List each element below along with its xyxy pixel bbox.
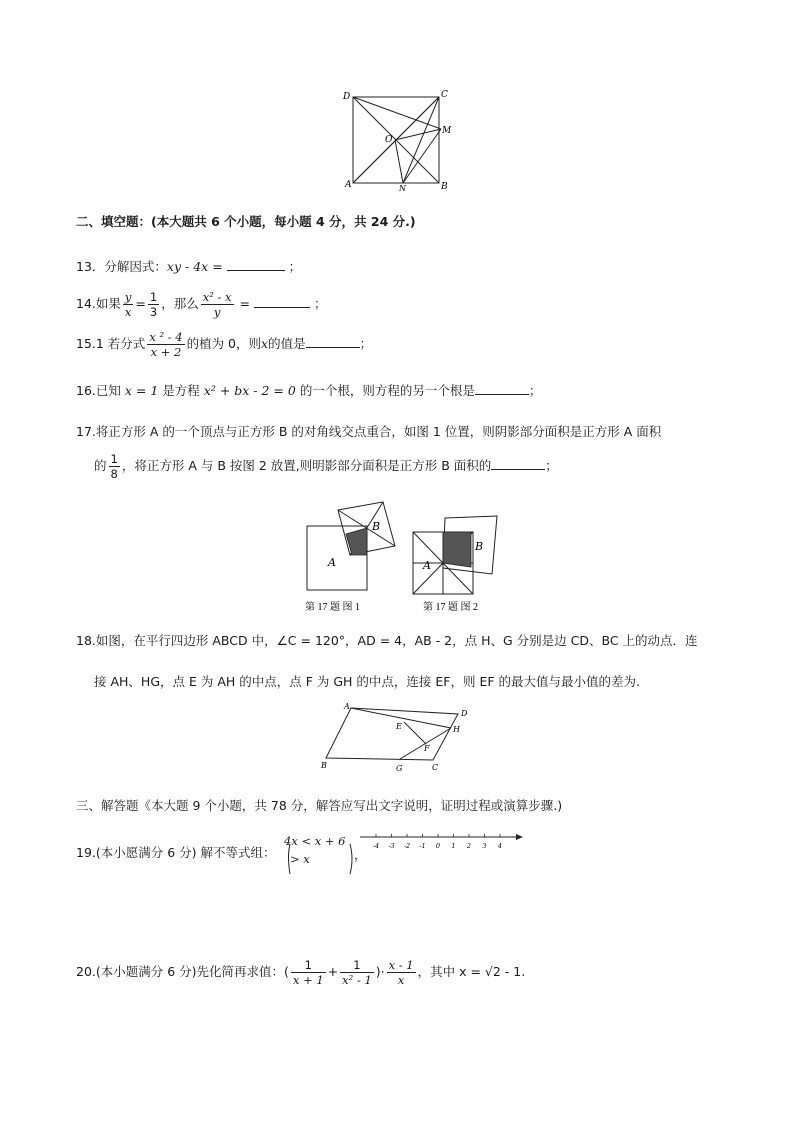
q14-frac-one-third: $\frac{1}{3}$ xyxy=(149,290,158,319)
question-18-line2: 接 AH、HG，点 E 为 AH 的中点，点 F 为 GH 的中点，连接 EF，则 EF 的最大值与最小值的差为. xyxy=(94,674,640,689)
q15-fraction: $\frac{\text{x ² - 4}}{x + 2}$ xyxy=(149,330,183,359)
number-line-tick-label: -4 xyxy=(372,842,380,850)
number-line-tick-label: 3 xyxy=(482,842,487,850)
question-16: 16.已知 x = 1 是方程 x² + bx - 2 = 0 的一个根，则方程的另一个根是 ； xyxy=(76,383,542,398)
question-18-line1: 18.如图，在平行四边形 ABCD 中，∠C = 120°，AD = 4，AB - 2，点 H、G 分别是边 CD、BC 上的动点．连 xyxy=(76,633,698,648)
fig18-label-f: F xyxy=(424,744,430,753)
q17-figure-2 xyxy=(405,512,515,618)
q19-braces xyxy=(284,834,354,878)
number-line-tick-label: -1 xyxy=(419,842,426,850)
label-o: O xyxy=(385,135,393,145)
q19-ineq-2: > x xyxy=(290,852,310,866)
label-c: C xyxy=(441,90,448,100)
number-line-tick-label: -3 xyxy=(388,842,395,850)
figure-square-abcd xyxy=(335,85,460,195)
question-14: 14.如果 $\frac{y}{x}$ = $\frac{1}{3}$ ，那么 $\frac{\text{x² - x}}{y}$ = ； xyxy=(76,290,327,319)
q13-answer-blank[interactable] xyxy=(227,259,285,271)
q13-end: ； xyxy=(288,259,302,274)
q20-frac-3: $\frac{x - 1}{x}$ xyxy=(388,958,414,987)
q20-frac-2: $\frac{1}{\text{x² - 1}}$ xyxy=(342,958,372,987)
section-3-heading: 三、解答题《本大题 9 个小题，共 78 分，解答应写出文字说明，证明过程或演算步骤.) xyxy=(76,798,563,813)
q17-figure-1 xyxy=(300,500,410,618)
fig18-label-a: A xyxy=(344,702,350,711)
fig18-label-h: H xyxy=(453,725,460,734)
q19-comma: ， xyxy=(354,847,367,862)
fig2-caption: 第 17 题 图 2 xyxy=(423,602,478,613)
question-20: 20.(本小题满分 6 分)先化简再求值：( $\frac{1}{x + 1}$ + $\frac{1}{\text{x² - 1}}$ )· $\frac{x - 1}{x}$ ，其中 x = √2 - 1. xyxy=(76,958,526,987)
question-15: 15.1 若分式 $\frac{\text{x ² - 4}}{x + 2}$ 的植为 0，则x的值是 ； xyxy=(76,330,373,359)
question-17-line2: 的 $\frac{1}{8}$ ，将正方形 A 与 B 按图 2 放置,则明影部分面积是正方形 B 面积的 ； xyxy=(94,452,558,481)
q19-ineq-1: 4x < x + 6 xyxy=(284,834,346,848)
label-b: B xyxy=(441,182,448,192)
q19-number-line[interactable] xyxy=(358,830,524,854)
q14-frac-expr: $\frac{\text{x² - x}}{y}$ xyxy=(202,290,232,319)
label-a: A xyxy=(345,180,352,190)
question-17-line1: 17.将正方形 A 的一个顶点与正方形 B 的对角线交点重合，如图 1 位置，则阴影部分面积是正方形 A 面积 xyxy=(76,424,662,439)
q17-answer-blank[interactable] xyxy=(491,458,545,470)
q13-equals: = xyxy=(212,259,223,274)
label-m: M xyxy=(442,126,452,136)
label-d: D xyxy=(343,92,351,102)
q13-prefix: 13．分解因式： xyxy=(76,259,167,274)
question-19-prefix: 19.(本小愿满分 6 分) 解不等式组： xyxy=(76,845,276,860)
section-2-heading: 二、填空题：(本大题共 6 个小题，每小题 4 分，共 24 分.) xyxy=(76,214,416,229)
q14-frac-y-over-x: $\frac{y}{x}$ xyxy=(124,290,132,319)
q20-frac-1: $\frac{1}{x + 1}$ xyxy=(292,958,324,987)
q14-answer-blank[interactable] xyxy=(254,296,310,308)
fig18-label-c: C xyxy=(432,763,439,772)
number-line-tick-label: 2 xyxy=(466,842,472,850)
q15-prefix: 15.1 若分式 xyxy=(76,336,146,351)
fig18-label-d: D xyxy=(461,709,468,718)
q14-prefix: 14.如果 xyxy=(76,296,121,311)
label-n: N xyxy=(399,184,406,193)
fig1-label-b: B xyxy=(372,520,381,533)
fig2-label-b: B xyxy=(475,540,484,553)
number-line-tick-label: 0 xyxy=(435,842,441,850)
q15-answer-blank[interactable] xyxy=(306,336,360,348)
q17-frac-one-eighth: $\frac{1}{8}$ xyxy=(110,452,118,481)
question-13 xyxy=(76,257,301,275)
q18-figure-parallelogram xyxy=(318,700,468,778)
fig1-caption: 第 17 题 图 1 xyxy=(305,602,360,613)
fig1-label-a: A xyxy=(328,556,336,569)
number-line-tick-label: 4 xyxy=(497,842,503,850)
q19-inequality-system xyxy=(284,834,354,878)
number-line-tick-label: 1 xyxy=(451,842,456,850)
q16-answer-blank[interactable] xyxy=(475,383,529,395)
fig18-label-b: B xyxy=(321,761,327,770)
fig18-label-g: G xyxy=(396,764,403,773)
q13-expr: xy - 4x xyxy=(166,259,209,274)
q14-mid: ，那么 xyxy=(161,296,199,311)
number-line-tick-label: -2 xyxy=(403,842,411,850)
fig2-label-a: A xyxy=(423,559,431,572)
fig18-label-e: E xyxy=(396,722,402,731)
